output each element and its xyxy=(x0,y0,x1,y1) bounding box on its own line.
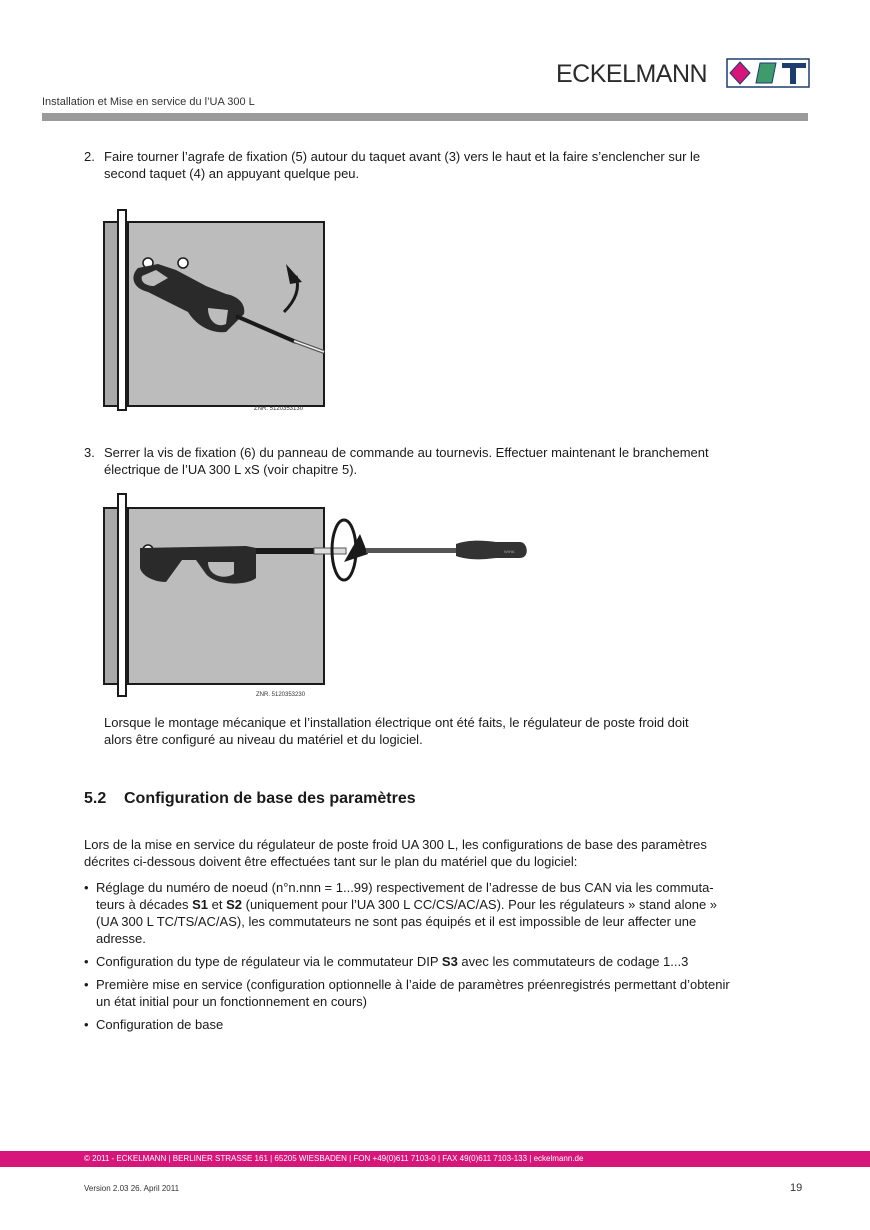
paragraph-after-figures xyxy=(104,714,689,748)
paragraph-line2: alors être configuré au niveau du matériel et du logiciel. xyxy=(104,732,423,747)
bullet-icon: • xyxy=(84,977,89,992)
list-item xyxy=(84,953,814,970)
bullet-icon: • xyxy=(84,1017,89,1032)
figure-screw-tightening xyxy=(96,490,536,702)
list-item-line: teurs à décades S1 et S2 (uniquement pour l’UA 300 L CC/CS/AC/AS). Pour les régulateurs » stand alone » xyxy=(96,897,718,912)
list-item xyxy=(84,976,814,1010)
configuration-list xyxy=(84,879,814,1039)
panel-front xyxy=(104,222,118,406)
step-number: 2. xyxy=(84,149,95,164)
step-text-line2: second taquet (4) an appuyant quelque peu. xyxy=(104,166,360,181)
list-item-line: un état initial pour un fonctionnement en cours) xyxy=(96,994,368,1009)
step-text-line1: Faire tourner l’agrafe de fixation (5) autour du taquet avant (3) vers le haut et la faire s’enclencher sur le xyxy=(104,149,701,164)
panel-wall xyxy=(118,210,126,410)
intro-line2: décrites ci-dessous doivent être effectuées tant sur le plan du matériel que du logiciel: xyxy=(84,854,578,869)
company-logo-text: ECKELMANN xyxy=(556,60,708,88)
header-divider xyxy=(42,113,808,121)
document-version: Version 2.03 26. April 2011 xyxy=(84,1184,180,1193)
list-item-line: (UA 300 L TC/TS/AC/AS), les commutateurs ne sont pas équipés et il est impossible de leur affecter une xyxy=(96,914,697,929)
panel-cutout xyxy=(128,508,324,684)
switch-s2: S2 xyxy=(226,897,243,912)
paragraph-line1: Lorsque le montage mécanique et l’installation électrique ont été faits, le régulateur de poste froid doit xyxy=(104,715,689,730)
figure-code: ZNR. 5120353130 xyxy=(254,406,304,412)
footer-copyright: © 2011 - ECKELMANN | BERLINER STRASSE 161 | 65205 WIESBADEN | FON +49(0)611 7103-0 | FAX 49(0)611 7103-133 | eckelmann.de xyxy=(84,1154,584,1163)
second-stud xyxy=(178,258,188,268)
step-2 xyxy=(84,148,824,184)
figure-clip-mounting xyxy=(96,204,336,416)
document-header-title: Installation et Mise en service du l’UA 300 L xyxy=(42,96,255,108)
list-item xyxy=(84,1016,814,1033)
figure-code: ZNR. 5120353230 xyxy=(256,692,306,698)
page-number: 19 xyxy=(790,1182,803,1194)
step-text-line1: Serrer la vis de fixation (6) du panneau de commande au tournevis. Effectuer maintenant le branchement xyxy=(104,445,709,460)
step-3 xyxy=(84,444,824,480)
list-item-line: adresse. xyxy=(96,931,146,946)
list-item-line: Configuration de base xyxy=(96,1017,224,1032)
screwdriver-handle xyxy=(456,541,527,560)
switch-s3: S3 xyxy=(441,954,458,969)
footer-bar xyxy=(0,1151,870,1167)
company-logo-icon xyxy=(726,58,810,88)
screwdriver-blade xyxy=(366,548,458,553)
step-text-line2: électrique de l’UA 300 L xS (voir chapitre 5). xyxy=(104,462,358,477)
list-item-line: Configuration du type de régulateur via le commutateur DIP S3 avec les commutateurs de codage 1...3 xyxy=(96,954,689,969)
intro-line1: Lors de la mise en service du régulateur de poste froid UA 300 L, les configurations de base des paramètres xyxy=(84,837,707,852)
panel-wall xyxy=(118,494,126,696)
section-intro xyxy=(84,836,707,870)
bullet-icon: • xyxy=(84,880,89,895)
panel-front xyxy=(104,508,118,684)
step-number: 3. xyxy=(84,445,95,460)
list-item-line: Réglage du numéro de noeud (n°n.nnn = 1...99) respectivement de l’adresse de bus CAN via les commuta- xyxy=(96,880,714,895)
section-title: Configuration de base des paramètres xyxy=(124,790,416,807)
section-number: 5.2 xyxy=(84,790,107,807)
list-item xyxy=(84,879,814,947)
switch-s1: S1 xyxy=(192,897,209,912)
screwdriver-shaft xyxy=(256,548,316,554)
screwdriver-mark: WIHA xyxy=(504,549,515,554)
list-item-line: Première mise en service (configuration optionnelle à l’aide de paramètres préenregistrés permettant d’obtenir xyxy=(96,977,730,992)
bullet-icon: • xyxy=(84,954,89,969)
